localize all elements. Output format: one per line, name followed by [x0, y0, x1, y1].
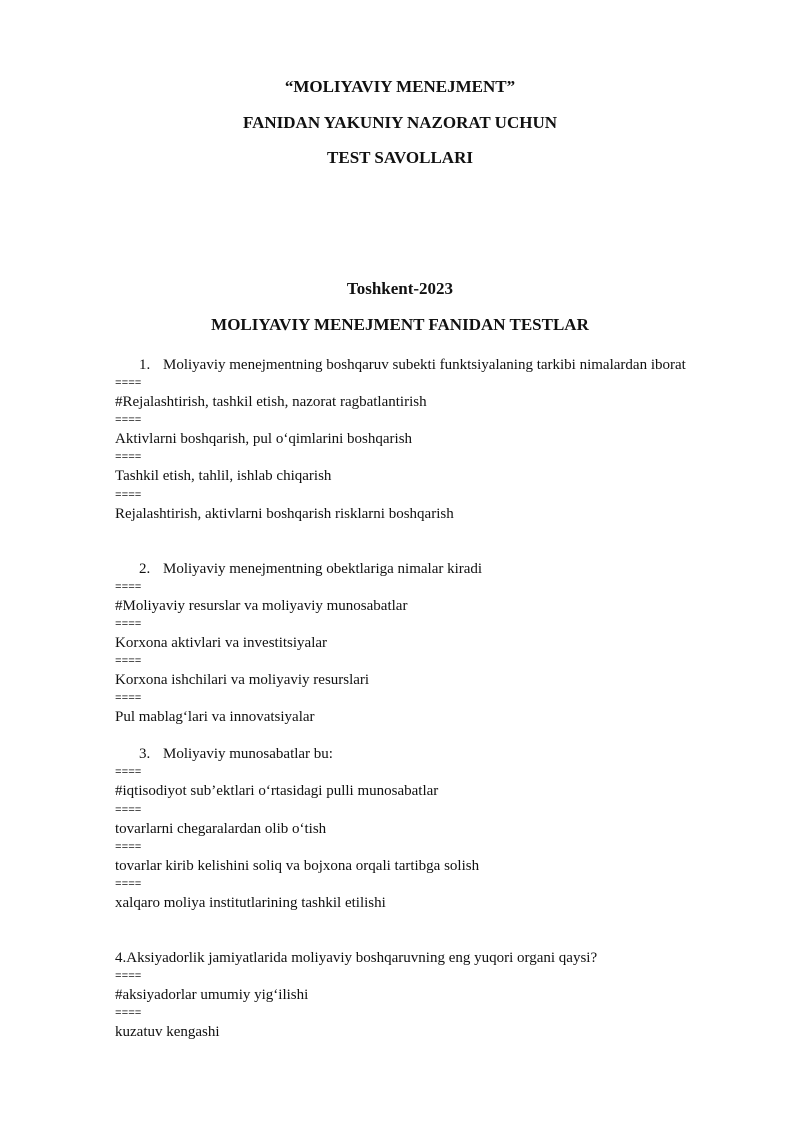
- separator: ====: [115, 378, 142, 390]
- question-number: 1.: [139, 357, 151, 373]
- question-text: Moliyaviy menejmentning boshqaruv subekti funktsiyalaning tarkibi nimalardan iborat: [163, 357, 686, 373]
- answer-option: #iqtisodiyot sub’ektlari o‘rtasidagi pulli munosabatlar: [115, 783, 439, 799]
- section-title: MOLIYAVIY MENEJMENT FANIDAN TESTLAR: [211, 315, 589, 334]
- answer-option: #aksiyadorlar umumiy yig‘ilishi: [115, 987, 309, 1003]
- answer-option: tovarlar kirib kelishini soliq va bojxona orqali tartibga solish: [115, 858, 480, 874]
- separator: ====: [115, 693, 142, 705]
- answer-option: Aktivlarni boshqarish, pul o‘qimlarini boshqarish: [115, 431, 413, 447]
- separator: ====: [115, 582, 142, 594]
- question-number: 2.: [139, 561, 151, 577]
- question-4: 4.Aksiyadorlik jamiyatlarida moliyaviy boshqaruvning eng yuqori organi qaysi?: [115, 950, 598, 966]
- answer-option: Pul mablag‘lari va innovatsiyalar: [115, 709, 315, 725]
- separator: ====: [115, 805, 142, 817]
- answer-option: Korxona ishchilari va moliyaviy resurslari: [115, 672, 370, 688]
- separator: ====: [115, 619, 142, 631]
- separator: ====: [115, 767, 142, 779]
- answer-option: #Moliyaviy resurslar va moliyaviy munosabatlar: [115, 598, 408, 614]
- answer-option: Tashkil etish, tahlil, ishlab chiqarish: [115, 468, 332, 484]
- separator: ====: [115, 879, 142, 891]
- answer-option: Rejalashtirish, aktivlarni boshqarish risklarni boshqarish: [115, 506, 454, 522]
- city-year: Toshkent-2023: [346, 279, 454, 298]
- answer-option: Korxona aktivlari va investitsiyalar: [115, 635, 328, 651]
- answer-option: kuzatuv kengashi: [115, 1024, 220, 1040]
- separator: ====: [115, 490, 142, 502]
- separator: ====: [115, 971, 142, 983]
- answer-option: tovarlarni chegaralardan olib o‘tish: [115, 821, 327, 837]
- separator: ====: [115, 842, 142, 854]
- document-title-line-3: TEST SAVOLLARI: [327, 148, 473, 167]
- separator: ====: [115, 415, 142, 427]
- question-1: [139, 357, 686, 374]
- question-3: [139, 746, 333, 763]
- separator: ====: [115, 1008, 142, 1020]
- answer-option: #Rejalashtirish, tashkil etish, nazorat ragbatlantirish: [115, 394, 427, 410]
- question-text: Moliyaviy munosabatlar bu:: [163, 746, 333, 762]
- document-title-line-1: “MOLIYAVIY MENEJMENT”: [284, 77, 516, 96]
- document-title-line-2: FANIDAN YAKUNIY NAZORAT UCHUN: [242, 113, 558, 132]
- separator: ====: [115, 656, 142, 668]
- question-2: [139, 561, 482, 578]
- separator: ====: [115, 452, 142, 464]
- question-text: Moliyaviy menejmentning obektlariga nimalar kiradi: [163, 561, 483, 577]
- answer-option: xalqaro moliya institutlarining tashkil etilishi: [115, 895, 386, 911]
- question-number: 3.: [139, 746, 151, 762]
